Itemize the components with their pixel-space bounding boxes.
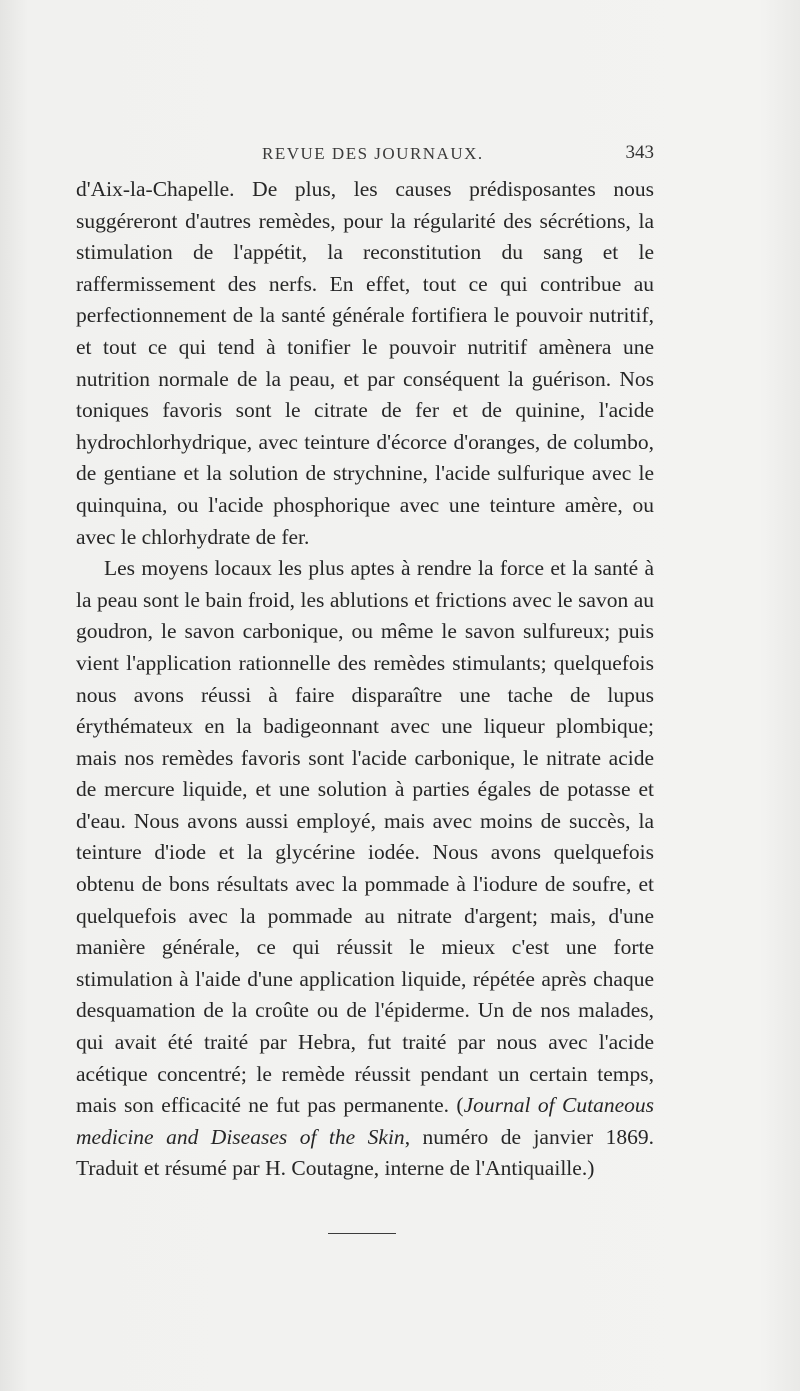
running-title: REVUE DES JOURNAUX. bbox=[262, 144, 484, 163]
citation-journal-title: Journal of Cutaneous medicine and Diseases of the Skin bbox=[76, 1093, 654, 1149]
paragraph-local-remedies-text: Les moyens locaux les plus aptes à rendre la force et la santé à la peau sont le bain froid, les ablutions et frictions avec le savon au goudron, le savon carbonique, ou même le savon sulfureux; puis vient l'application rationnelle des remèdes stimulants; quelquefois nous avons réussi à faire disparaître une tache de lupus érythémateux en la badigeonnant avec une liqueur plombique; mais nos remèdes favoris sont l'acide carbonique, le nitrate acide de mercure liquide, et une solution à parties égales de potasse et d'eau. Nous avons aussi employé, mais avec moins de succès, la teinture d'iode et la glycérine iodée. Nous avons quelquefois obtenu de bons résultats avec la pommade à l'iodure de soufre, et quelquefois avec la pommade au nitrate d'argent; mais, d'une manière générale, ce qui réussit le mieux c'est une forte stimulation à l'aide d'une application liquide, répétée après chaque desquamation de la croûte ou de l'épiderme. Un de nos malades, qui avait été traité par Hebra, fut traité par nous avec l'acide acétique concentré; le remède réussit pendant un certain temps, mais son efficacité ne fut pas permanente. bbox=[76, 556, 654, 1118]
page-number: 343 bbox=[625, 142, 654, 163]
section-divider-rule bbox=[328, 1233, 396, 1234]
paragraph-local-remedies bbox=[76, 553, 654, 1185]
page-header bbox=[76, 140, 654, 170]
body-text bbox=[76, 174, 654, 1185]
citation-issue: , numéro de janvier 1869. Traduit et résumé par H. Coutagne, interne de l'Antiquaille.) bbox=[76, 1124, 655, 1181]
citation-open: ( bbox=[449, 1093, 464, 1118]
paragraph-continuation: d'Aix-la-Chapelle. De plus, les causes prédisposantes nous suggéreront d'autres remèdes, pour la régularité des sécrétions, la stimulation de l'appétit, la reconstitution du sang et le raffermissement des nerfs. En effet, tout ce qui contribue au perfectionnement de la santé générale fortifiera le pouvoir nutritif, et tout ce qui tend à tonifier le pouvoir nutritif amènera une nutrition normale de la peau, et par conséquent la guérison. Nos toniques favoris sont le citrate de fer et de quinine, l'acide hydrochlorhydrique, avec teinture d'écorce d'oranges, de columbo, de gentiane et la solution de strychnine, l'acide sulfurique avec le quinquina, ou l'acide phosphorique avec une teinture amère, ou avec le chlorhydrate de fer. bbox=[76, 177, 654, 549]
